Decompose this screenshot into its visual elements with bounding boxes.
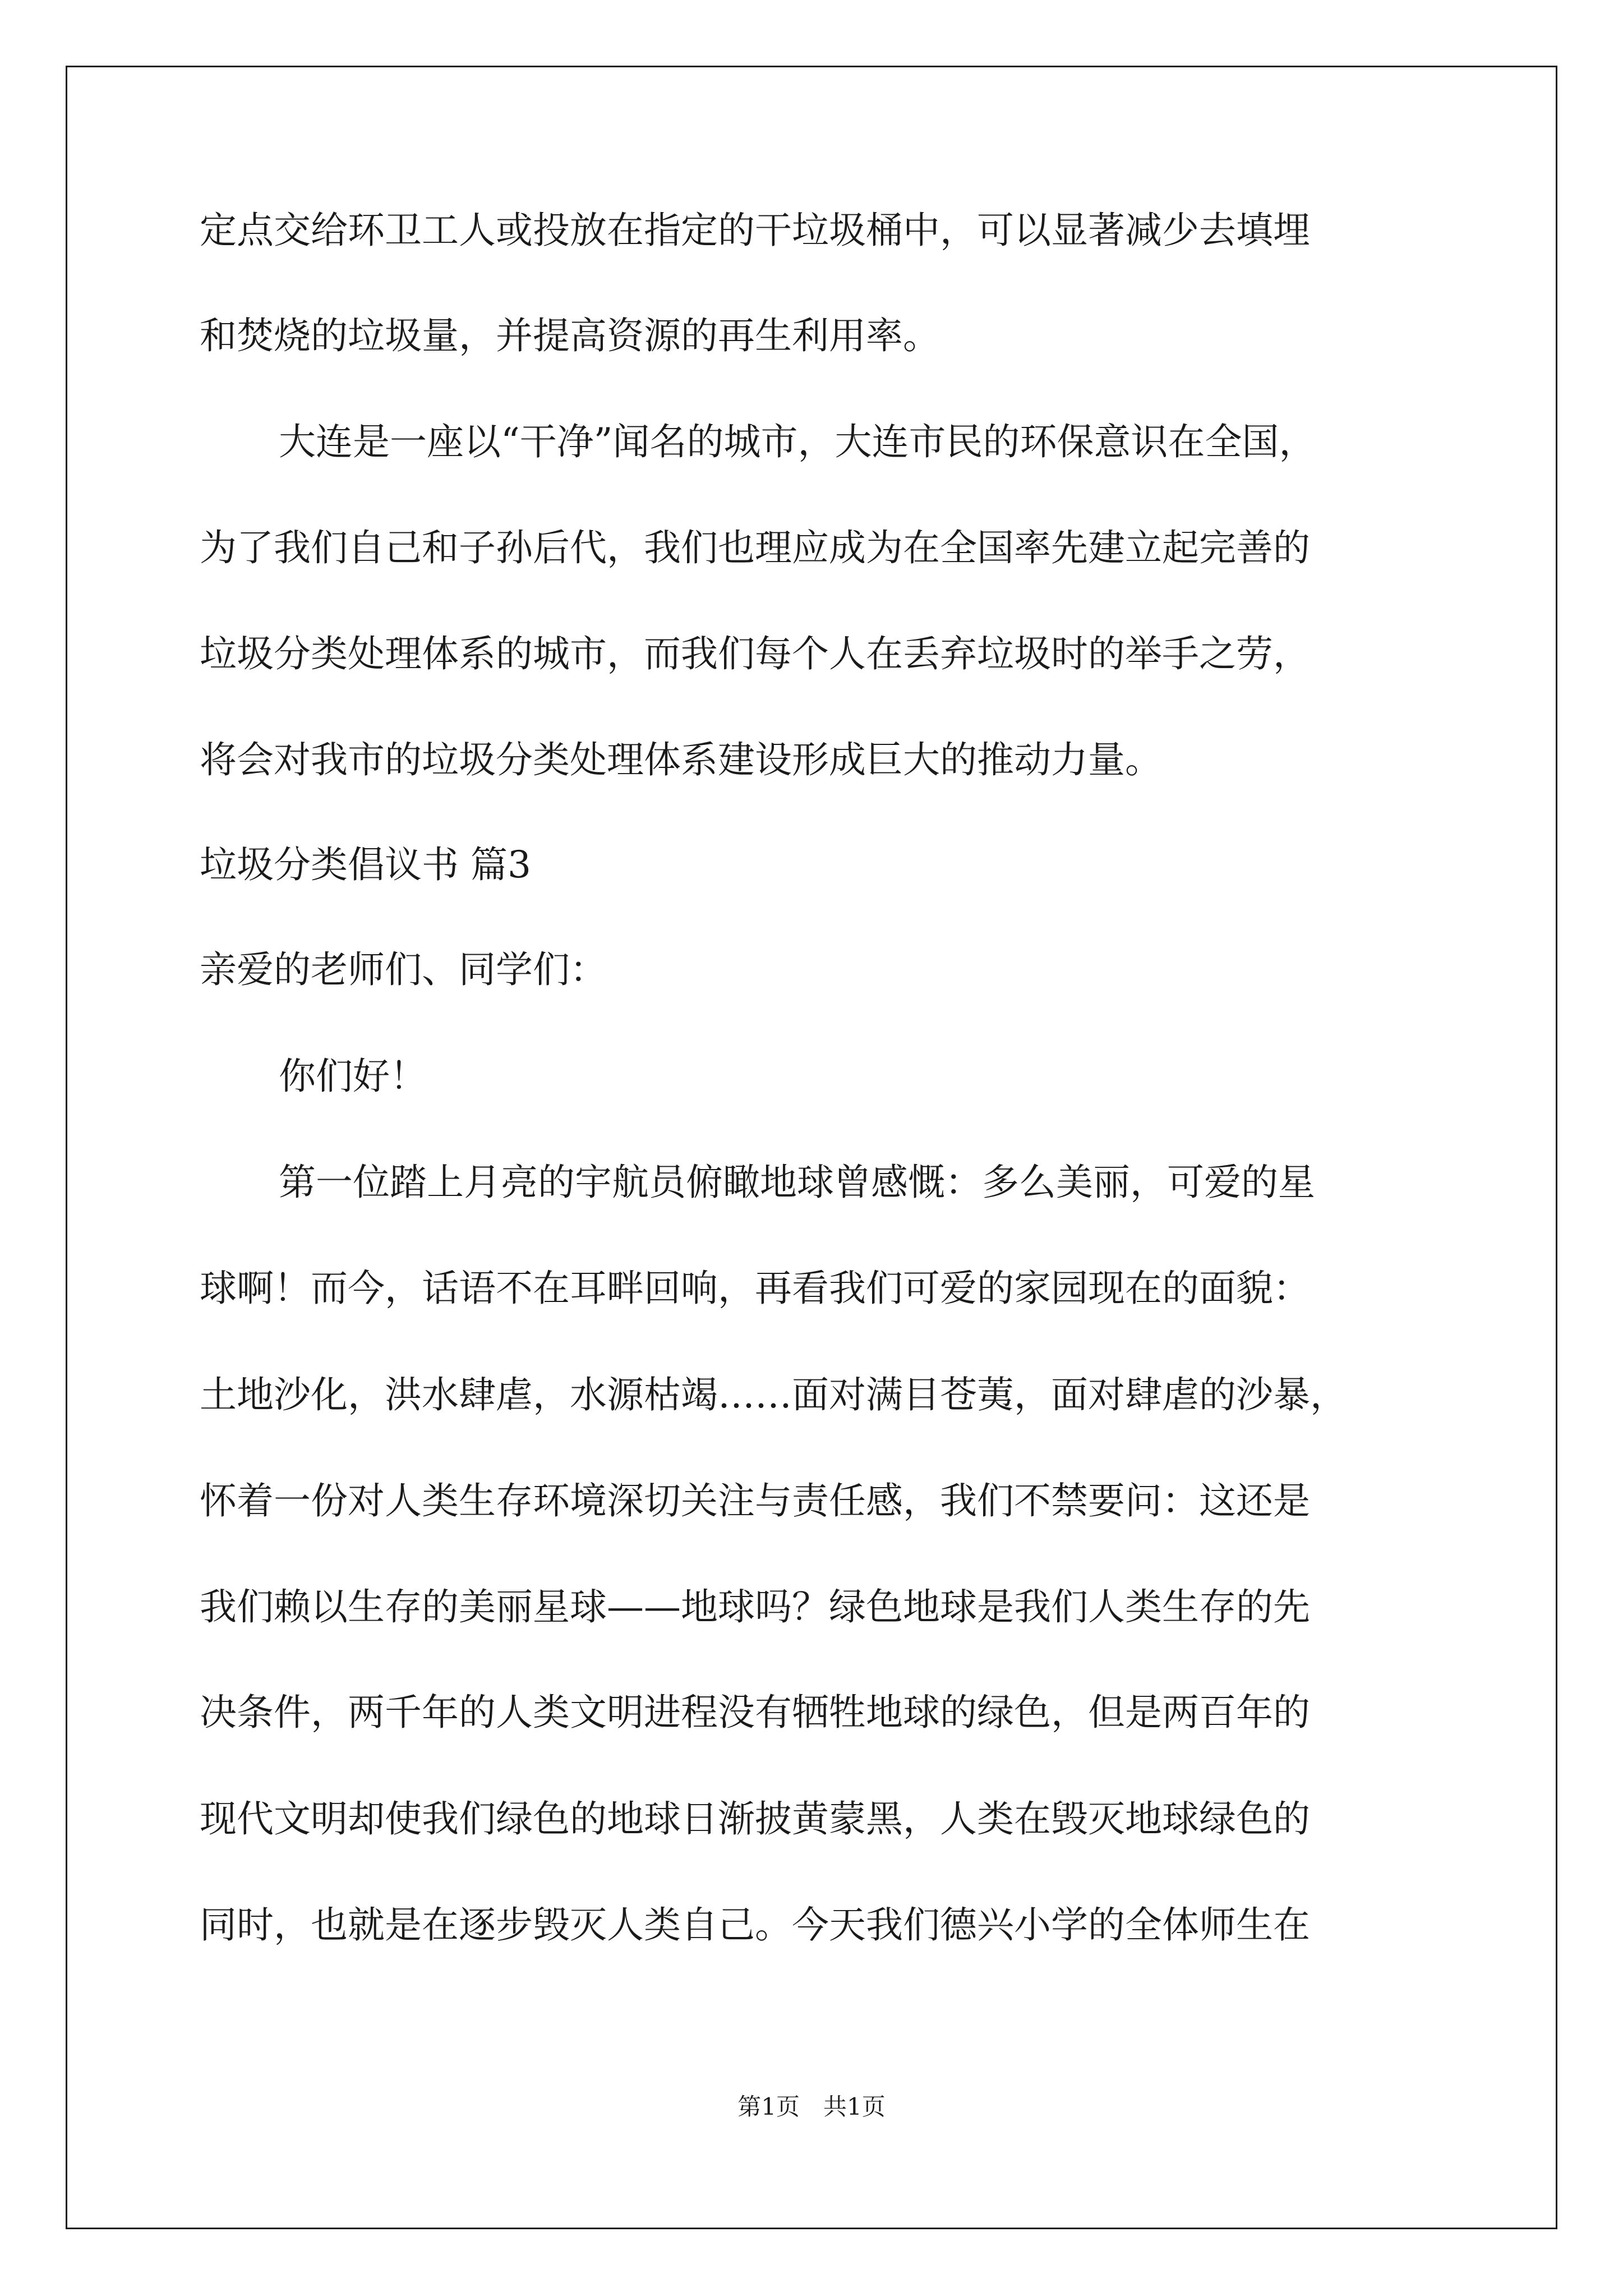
section-heading: 垃圾分类倡议书 篇3	[200, 843, 531, 886]
page-number: 第1页 共1页	[737, 2093, 886, 2120]
text-line: 土地沙化，洪水肆虐，水源枯竭……面对满目苍荑，面对肆虐的沙暴，	[200, 1373, 1347, 1416]
salutation: 亲爱的老师们、同学们：	[200, 948, 607, 991]
text-line: 和焚烧的垃圾量，并提高资源的再生利用率。	[200, 314, 940, 357]
text-line: 定点交给环卫工人或投放在指定的干垃圾桶中，可以显著减少去填埋	[200, 209, 1310, 252]
text-line: 大连是一座以“干净”闻名的城市，大连市民的环保意识在全国，	[279, 420, 1316, 463]
text-line: 我们赖以生存的美丽星球——地球吗？绿色地球是我们人类生存的先	[200, 1585, 1310, 1628]
text-line: 球啊！而今，话语不在耳畔回响，再看我们可爱的家园现在的面貌：	[200, 1267, 1310, 1310]
text-line: 怀着一份对人类生存环境深切关注与责任感，我们不禁要问：这还是	[200, 1479, 1310, 1522]
text-line: 垃圾分类处理体系的城市，而我们每个人在丢弃垃圾时的举手之劳，	[200, 632, 1310, 675]
text-line: 决条件，两千年的人类文明进程没有牺牲地球的绿色，但是两百年的	[200, 1691, 1310, 1734]
text-line: 为了我们自己和子孙后代，我们也理应成为在全国率先建立起完善的	[200, 526, 1310, 569]
text-line: 现代文明却使我们绿色的地球日渐披黄蒙黑，人类在毁灭地球绿色的	[200, 1797, 1310, 1841]
text-line: 将会对我市的垃圾分类处理体系建设形成巨大的推动力量。	[200, 738, 1162, 781]
text-line: 同时，也就是在逐步毁灭人类自己。今天我们德兴小学的全体师生在	[200, 1903, 1310, 1947]
text-line: 第一位踏上月亮的宇航员俯瞰地球曾感慨：多么美丽，可爱的星	[279, 1161, 1315, 1204]
greeting: 你们好！	[279, 1055, 427, 1098]
